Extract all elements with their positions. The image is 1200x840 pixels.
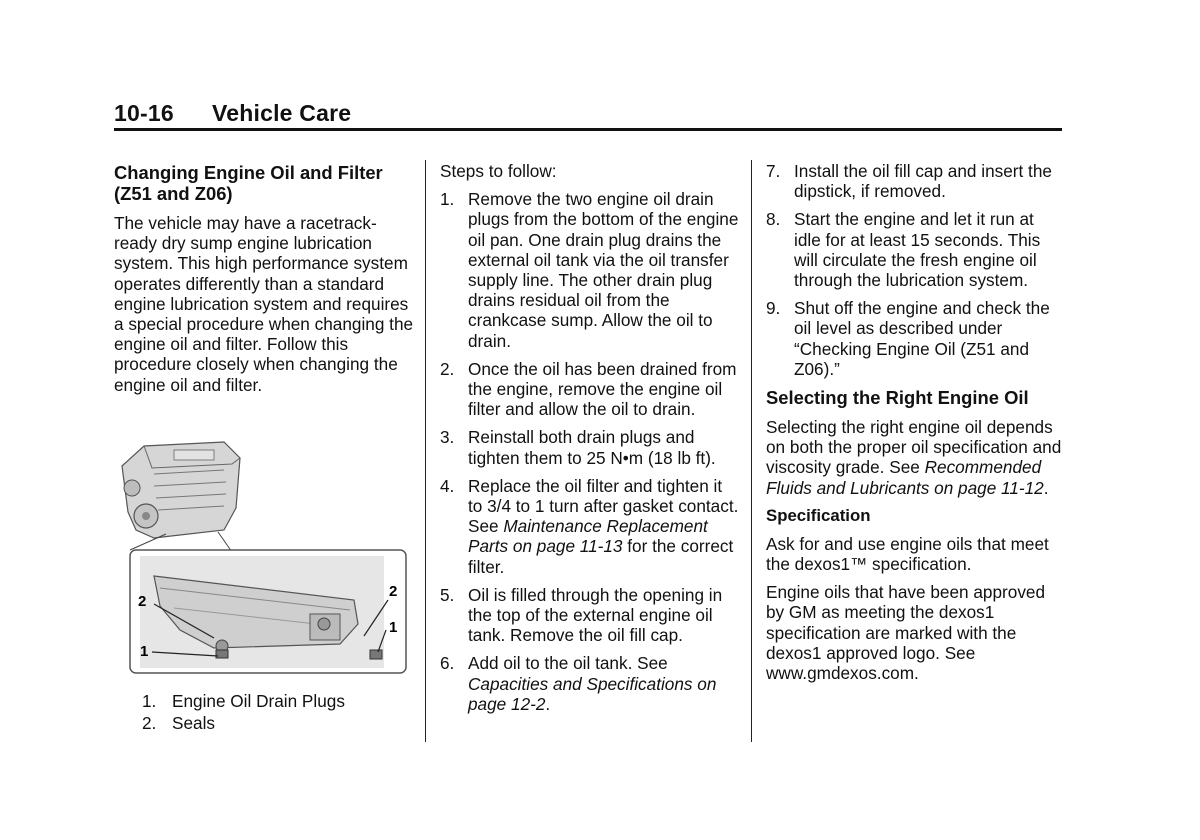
step-item: 4. Replace the oil filter and tighten it to 3/4 to 1 turn after gasket contact. See Maintenance Replacement Parts on page 11-13 for the correct filter.	[440, 475, 739, 577]
column-divider-1	[425, 160, 426, 742]
selecting-oil-paragraph: Selecting the right engine oil depends on both the proper oil specification and viscosity grade. See Recommended Fluids and Lubricants on page 11-12.	[766, 417, 1062, 498]
callout-1-right: 1	[389, 619, 398, 636]
step-item: 6. Add oil to the oil tank. See Capacities and Specifications on page 12-2.	[440, 653, 717, 714]
step-item: 8. Start the engine and let it run at idle for at least 15 seconds. This will circulate the fresh engine oil through the lubrication system.	[766, 209, 1041, 291]
specification-paragraph: Ask for and use engine oils that meet the dexos1™ specification.	[766, 533, 1049, 575]
caption-item: 1. Engine Oil Drain Plugs	[142, 691, 345, 711]
page-header	[114, 100, 1062, 127]
cross-reference-link[interactable]: Recommended Fluids and Lubricants on page 11-12	[766, 457, 1044, 498]
page-number: 10-16	[114, 100, 174, 126]
subheading-specification: Specification	[766, 505, 871, 525]
section-title: Vehicle Care	[212, 100, 352, 126]
procedure-steps-continued	[766, 161, 1062, 379]
drain-plug-right	[370, 650, 382, 659]
step-item: 1. Remove the two engine oil drain plugs from the bottom of the engine oil pan. One drain plug drains the external oil tank via the oil transfer supply line. The other drain plug drains residual oil from the crankcase sump. Allow the oil to drain.	[440, 189, 739, 351]
cross-reference-link[interactable]: Maintenance Replacement Parts on page 11-13	[468, 516, 708, 557]
intro-paragraph: The vehicle may have a racetrack-ready dry sump engine lubrication system. This high performance system operates differently than a standard engine lubrication system and requires a special procedure when changing the engine oil and filter. Follow this procedure closely when changing the engine oil and filter.	[114, 213, 414, 395]
engine-diagram	[114, 438, 410, 676]
callout-2-right: 2	[389, 583, 398, 600]
figure-captions	[142, 690, 345, 734]
section-heading-changing-oil: Changing Engine Oil and Filter (Z51 and Z06)	[114, 162, 383, 204]
header-rule	[114, 128, 1062, 131]
approved-oils-paragraph: Engine oils that have been approved by GM as meeting the dexos1 specification are marked with the dexos1 approved logo. See www.gmdexos.com.	[766, 582, 1046, 684]
steps-intro: Steps to follow:	[440, 161, 557, 181]
step-item: 5. Oil is filled through the opening in the top of the external engine oil tank. Remove the oil fill cap.	[440, 584, 723, 646]
column-divider-2	[751, 160, 752, 742]
callout-1-left: 1	[140, 643, 149, 660]
section-heading-selecting-oil: Selecting the Right Engine Oil	[766, 387, 1029, 409]
cross-reference-link[interactable]: Capacities and Specifications on page 12-2	[468, 673, 717, 714]
column-2	[440, 161, 740, 722]
procedure-steps	[440, 189, 740, 714]
step-item: 9. Shut off the engine and check the oil level as described under “Checking Engine Oil (Z51 and Z06).”	[766, 298, 1050, 379]
column-1	[114, 162, 414, 403]
header-title	[114, 100, 1062, 127]
caption-item: 2. Seals	[142, 713, 215, 733]
engine-block-drawing	[122, 442, 240, 538]
step-item: 3. Reinstall both drain plugs and tighten them to 25 N•m (18 lb ft).	[440, 427, 716, 468]
step-item: 2. Once the oil has been drained from the engine, remove the engine oil filter and allow the oil to drain.	[440, 358, 737, 420]
callout-2-left: 2	[138, 593, 147, 610]
engine-oil-pan-illustration	[114, 438, 410, 676]
column-3	[766, 161, 1062, 691]
step-item: 7. Install the oil fill cap and insert the dipstick, if removed.	[766, 161, 1052, 202]
